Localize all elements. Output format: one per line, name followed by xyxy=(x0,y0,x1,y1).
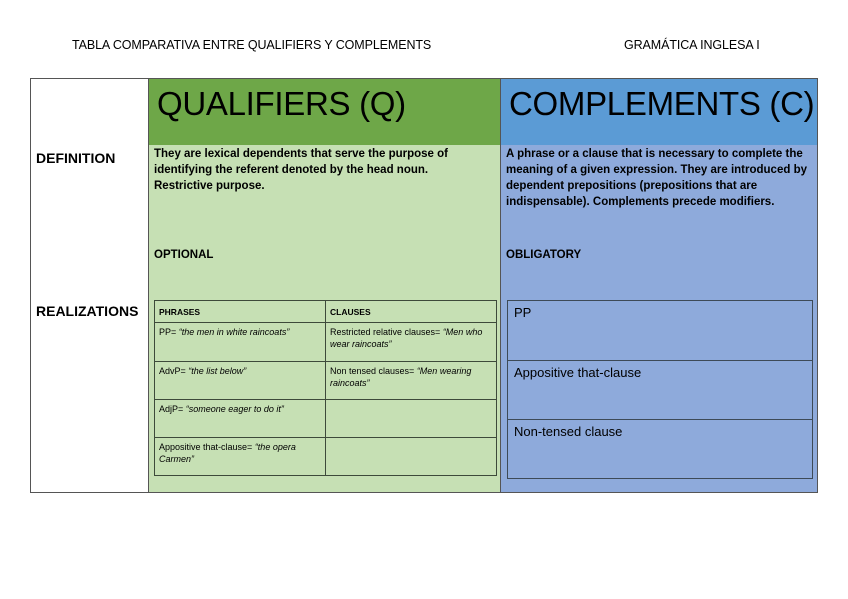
phrase-cell: AdjP= “someone eager to do it” xyxy=(155,400,326,438)
clauses-header: CLAUSES xyxy=(326,301,497,323)
complements-definition-cell xyxy=(500,145,818,299)
qualifiers-realizations-cell xyxy=(148,298,501,493)
clause-cell xyxy=(326,438,497,476)
list-item xyxy=(508,301,813,361)
complement-appositive: Appositive that-clause xyxy=(508,361,813,420)
realizations-label: REALIZATIONS xyxy=(36,303,139,319)
definition-label: DEFINITION xyxy=(36,150,116,166)
corner-cell xyxy=(30,78,149,146)
phrase-cell: PP= “the men in white raincoats” xyxy=(155,323,326,362)
table-row xyxy=(155,438,497,476)
clause-cell xyxy=(326,400,497,438)
clause-cell: Restricted relative clauses= “Men who wear raincoats” xyxy=(326,323,497,362)
qualifiers-realizations-table xyxy=(154,300,497,476)
complement-pp: PP xyxy=(508,301,813,361)
qualifiers-title: QUALIFIERS (Q) xyxy=(157,85,406,122)
complements-definition-text: A phrase or a clause that is necessary to complete the meaning of a given expression. They are introduced by dependent prepositions (prepositions that are indispensable). Complements precede modifiers. xyxy=(506,148,807,208)
table-row xyxy=(155,400,497,438)
table-row xyxy=(155,323,497,362)
complements-obligatory-tag: OBLIGATORY xyxy=(506,249,582,261)
qualifiers-definition-cell xyxy=(148,145,501,299)
definition-label-cell xyxy=(30,145,149,299)
complements-header-cell xyxy=(500,78,818,146)
course-title: GRAMÁTICA INGLESA I xyxy=(624,38,760,52)
list-item xyxy=(508,420,813,479)
clause-cell: Non tensed clauses= “Men wearing raincoats” xyxy=(326,362,497,400)
document-title: TABLA COMPARATIVA ENTRE QUALIFIERS Y COMPLEMENTS xyxy=(72,38,432,52)
table-row xyxy=(155,362,497,400)
complements-realizations-table xyxy=(507,300,813,479)
qualifiers-definition-text: They are lexical dependents that serve the purpose of identifying the referent denoted by the head noun. Restrictive purpose. xyxy=(154,148,448,192)
phrase-cell: Appositive that-clause= “the opera Carmen” xyxy=(155,438,326,476)
realizations-label-cell xyxy=(30,298,149,493)
complement-nontensed: Non-tensed clause xyxy=(508,420,813,479)
complements-realizations-cell xyxy=(500,298,818,493)
phrase-cell: AdvP= “the list below” xyxy=(155,362,326,400)
qualifiers-optional-tag: OPTIONAL xyxy=(154,249,214,261)
phrases-header: PHRASES xyxy=(155,301,326,323)
complements-title: COMPLEMENTS (C) xyxy=(509,85,815,122)
qualifiers-header-cell xyxy=(148,78,501,146)
list-item xyxy=(508,361,813,420)
